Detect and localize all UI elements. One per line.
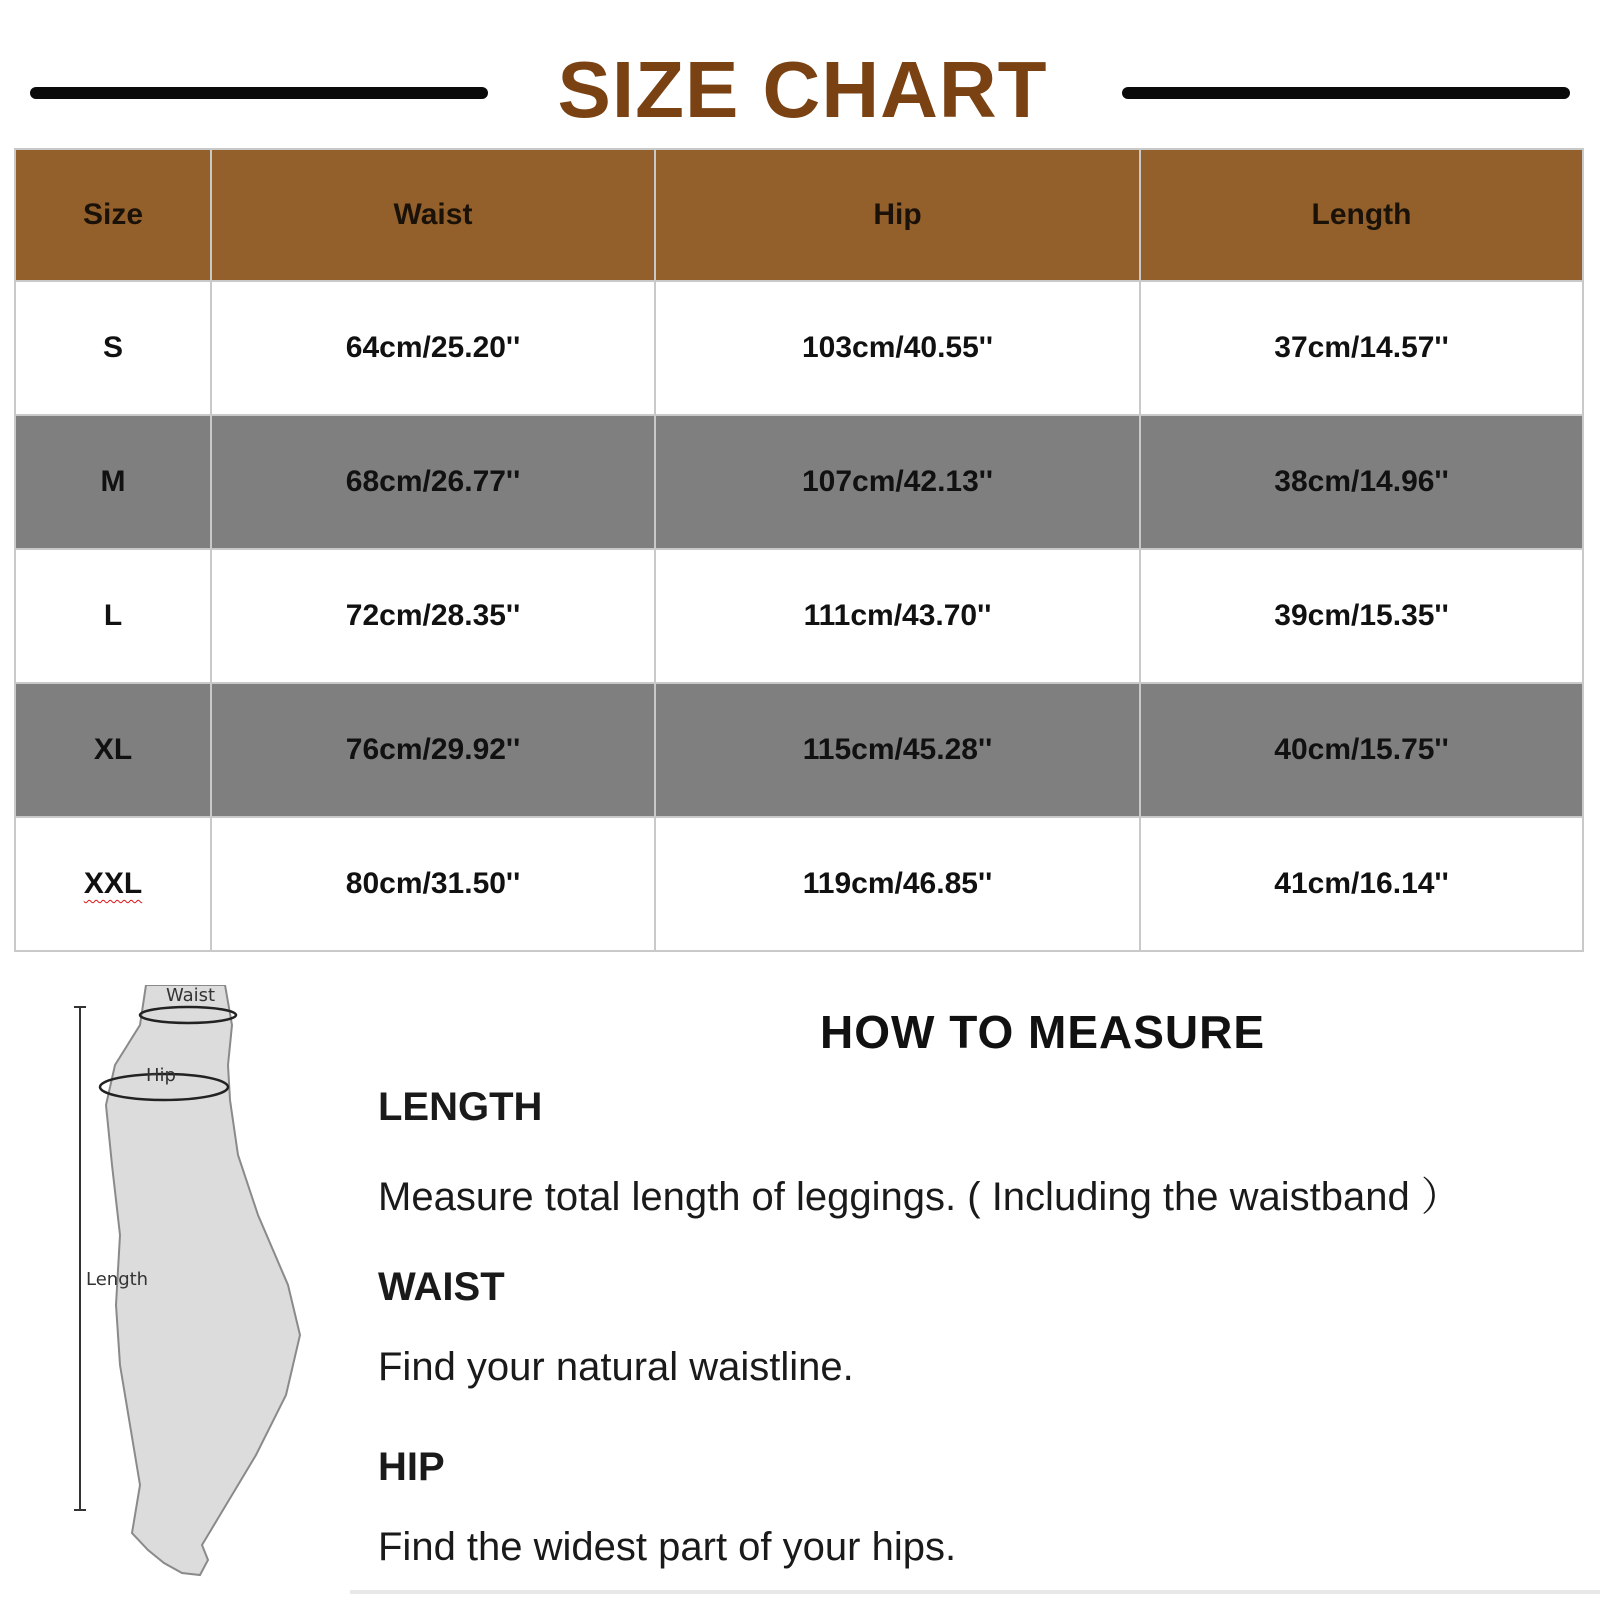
cell-length: 39cm/15.35'': [1140, 549, 1583, 683]
table-row: [15, 683, 1583, 817]
header-length: Length: [1140, 149, 1583, 281]
hip-section-title: HIP: [378, 1445, 445, 1489]
cell-waist: 76cm/29.92'': [211, 683, 655, 817]
cell-length: 41cm/16.14'': [1140, 817, 1583, 951]
cell-size: M: [15, 415, 211, 549]
waist-label: Waist: [166, 985, 216, 1006]
table-row: [15, 415, 1583, 549]
cell-size: [15, 817, 211, 951]
length-section-text: Measure total length of leggings. ( Including the waistband ）: [378, 1175, 1461, 1219]
cell-size: XL: [15, 683, 211, 817]
size-chart-table: [14, 148, 1584, 952]
how-to-measure-heading: HOW TO MEASURE: [820, 1006, 1266, 1058]
cell-waist: 72cm/28.35'': [211, 549, 655, 683]
title-rule-right: [1122, 87, 1570, 99]
cell-size-text: XXL: [83, 867, 143, 900]
cell-hip: 115cm/45.28'': [655, 683, 1140, 817]
cell-length: 40cm/15.75'': [1140, 683, 1583, 817]
length-section-title: LENGTH: [378, 1085, 543, 1129]
table-row: [15, 817, 1583, 951]
leggings-figure: [60, 985, 360, 1595]
hip-label: Hip: [146, 1065, 176, 1086]
waist-section-title: WAIST: [378, 1265, 505, 1309]
cell-hip: 103cm/40.55'': [655, 281, 1140, 415]
hip-section-text: Find the widest part of your hips.: [378, 1525, 957, 1569]
cell-waist: 64cm/25.20'': [211, 281, 655, 415]
title-rule-left: [30, 87, 488, 99]
cell-size: S: [15, 281, 211, 415]
length-label: Length: [86, 1269, 149, 1290]
header-hip: Hip: [655, 149, 1140, 281]
cell-length: 38cm/14.96'': [1140, 415, 1583, 549]
waist-section-text: Find your natural waistline.: [378, 1345, 854, 1389]
header-waist: Waist: [211, 149, 655, 281]
cell-waist: 68cm/26.77'': [211, 415, 655, 549]
table-row: [15, 281, 1583, 415]
cell-hip: 111cm/43.70'': [655, 549, 1140, 683]
cell-length: 37cm/14.57'': [1140, 281, 1583, 415]
cell-hip: 107cm/42.13'': [655, 415, 1140, 549]
page-title: SIZE CHART: [557, 45, 1048, 134]
cell-waist: 80cm/31.50'': [211, 817, 655, 951]
cell-size: L: [15, 549, 211, 683]
cell-hip: 119cm/46.85'': [655, 817, 1140, 951]
bottom-divider: [350, 1590, 1600, 1594]
table-header-row: [15, 149, 1583, 281]
table-row: [15, 549, 1583, 683]
header-size: Size: [15, 149, 211, 281]
